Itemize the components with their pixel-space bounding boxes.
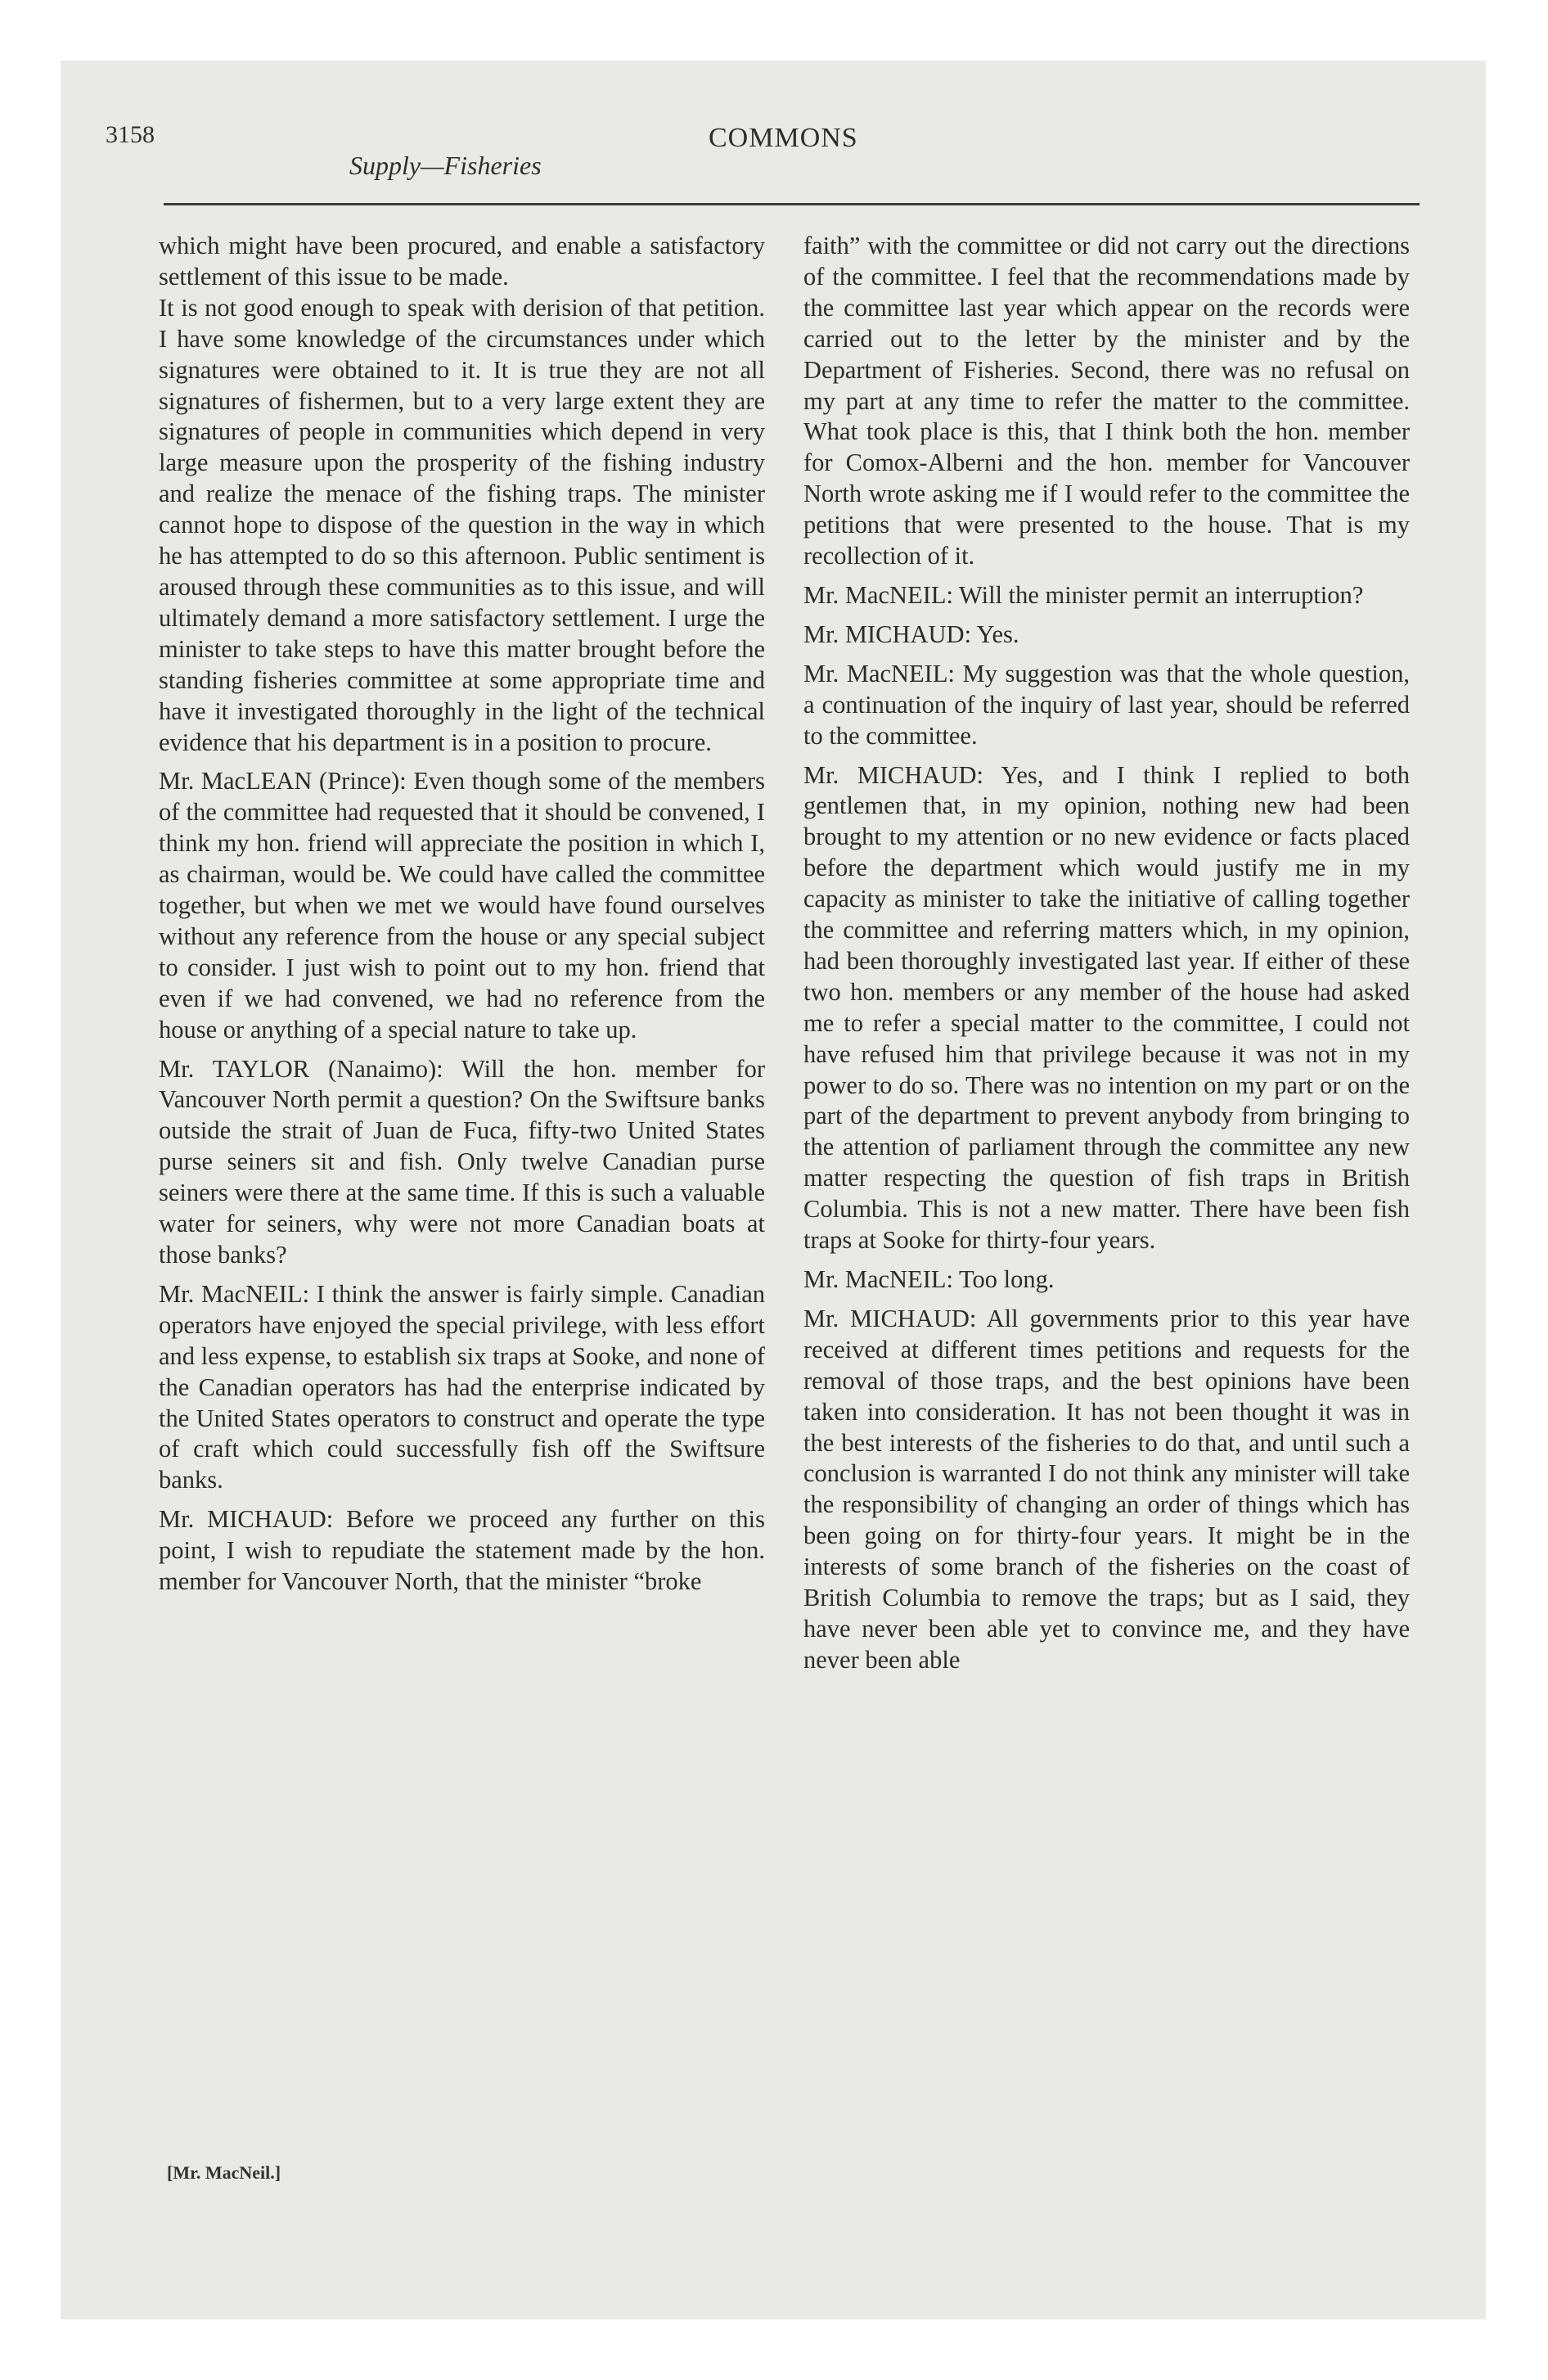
paragraph: Mr. MacLEAN (Prince): Even though some of the members of the committee had requested that it should be convened, I think my hon. friend will appreciate the position in which I, as chairman, would be. We could have called the committee together, but when we met we would have found ourselves without any reference from the house or any special subject to consider. I just wish to point out to my hon. friend that even if we had convened, we had no reference from the house or anything of a special nature to take up. [159, 767, 765, 1044]
paragraph: which might have been procured, and enable a satisfactory settlement of this issue to be made. [159, 232, 765, 291]
paragraph: Mr. MICHAUD: Yes, and I think I replied to both gentlemen that, in my opinion, nothing new had been brought to my attention or no new evidence or facts placed before the department which would justify me in my capacity as minister to take the initiative of calling together the committee and referring matters which, in my opinion, had been thoroughly investigated last year. If either of these two hon. members or any member of the house had asked me to refer a special matter to the committee, I could not have refused him that privilege because it was not in my power to do so. There was no intention on my part or on the part of the department to prevent anybody from bringing to the attention of parliament through the committee any new matter respecting the question of fish traps in British Columbia. This is not a new matter. There have been fish traps at Sooke for thirty-four years. [803, 760, 1410, 1255]
chamber-title: COMMONS [709, 123, 858, 153]
paragraph: Mr. MacNEIL: Too long. [803, 1265, 1055, 1293]
paragraph: Mr. MacNEIL: Will the minister permit an interruption? [803, 580, 1364, 609]
left-column [159, 231, 765, 1606]
paragraph: It is not good enough to speak with derision of that petition. I have some knowledge of the circumstances under which signatures were obtained to it. It is true they are not all signatures of fishermen, but to a very large extent they are signatures of people in communities which depend in very large measure upon the prosperity of the fishing industry and realize the menace of the fishing traps. The minister cannot hope to dispose of the question in the way in which he has attempted to do so this afternoon. Public sentiment is aroused through these communities as to this issue, and will ultimately demand a more satisfactory settlement. I urge the minister to take steps to have this matter brought before the standing fisheries committee at some appropriate time and have it investigated thoroughly in the light of the technical evidence that his department is in a position to procure. [159, 293, 765, 756]
paragraph: Mr. MICHAUD: Yes. [803, 620, 1019, 648]
section-title: Supply—Fisheries [349, 151, 542, 180]
footer-note: [Mr. MacNeil.] [167, 2162, 281, 2183]
header-rule [164, 203, 1420, 205]
paragraph: Mr. MacNEIL: I think the answer is fairly simple. Canadian operators have enjoyed the special privilege, with less effort and less expense, to establish six traps at Sooke, and none of the Canadian operators has had the enterprise indicated by the United States operators to construct and operate the type of craft which could successfully fish off the Swiftsure banks. [159, 1279, 765, 1494]
paragraph: Mr. TAYLOR (Nanaimo): Will the hon. member for Vancouver North permit a question? On the Swiftsure banks outside the strait of Juan de Fuca, fifty-two United States purse seiners sit and fish. Only twelve Canadian purse seiners were there at the same time. If this is such a valuable water for seiners, why were not more Canadian boats at those banks? [159, 1054, 765, 1269]
paragraph: Mr. MICHAUD: All governments prior to this year have received at different times petitions and requests for the removal of those traps, and the best opinions have been taken into consideration. It has not been thought it was in the best interests of the fisheries to do that, and until such a conclusion is warranted I do not think any minister will take the responsibility of changing an order of things which has been going on for thirty-four years. It might be in the interests of some branch of the fisheries on the coast of British Columbia to remove the traps; but as I said, they have never been able yet to convince me, and they have never been able [803, 1304, 1410, 1674]
paragraph: Mr. MICHAUD: Before we proceed any further on this point, I wish to repudiate the statement made by the hon. member for Vancouver North, that the minister “broke [159, 1505, 765, 1596]
page-number: 3158 [106, 121, 155, 148]
right-column [803, 231, 1410, 1684]
paragraph: Mr. MacNEIL: My suggestion was that the whole question, a continuation of the inquiry of last year, should be referred to the committee. [803, 659, 1410, 750]
paragraph: faith” with the committee or did not carry out the directions of the committee. I feel that the recommendations made by the committee last year which appear on the records were carried out to the letter by the minister and by the Department of Fisheries. Second, there was no refusal on my part at any time to refer the matter to the committee. What took place is this, that I think both the hon. member for Comox-Alberni and the hon. member for Vancouver North wrote asking me if I would refer to the committee the petitions that were presented to the house. That is my recollection of it. [803, 232, 1410, 570]
